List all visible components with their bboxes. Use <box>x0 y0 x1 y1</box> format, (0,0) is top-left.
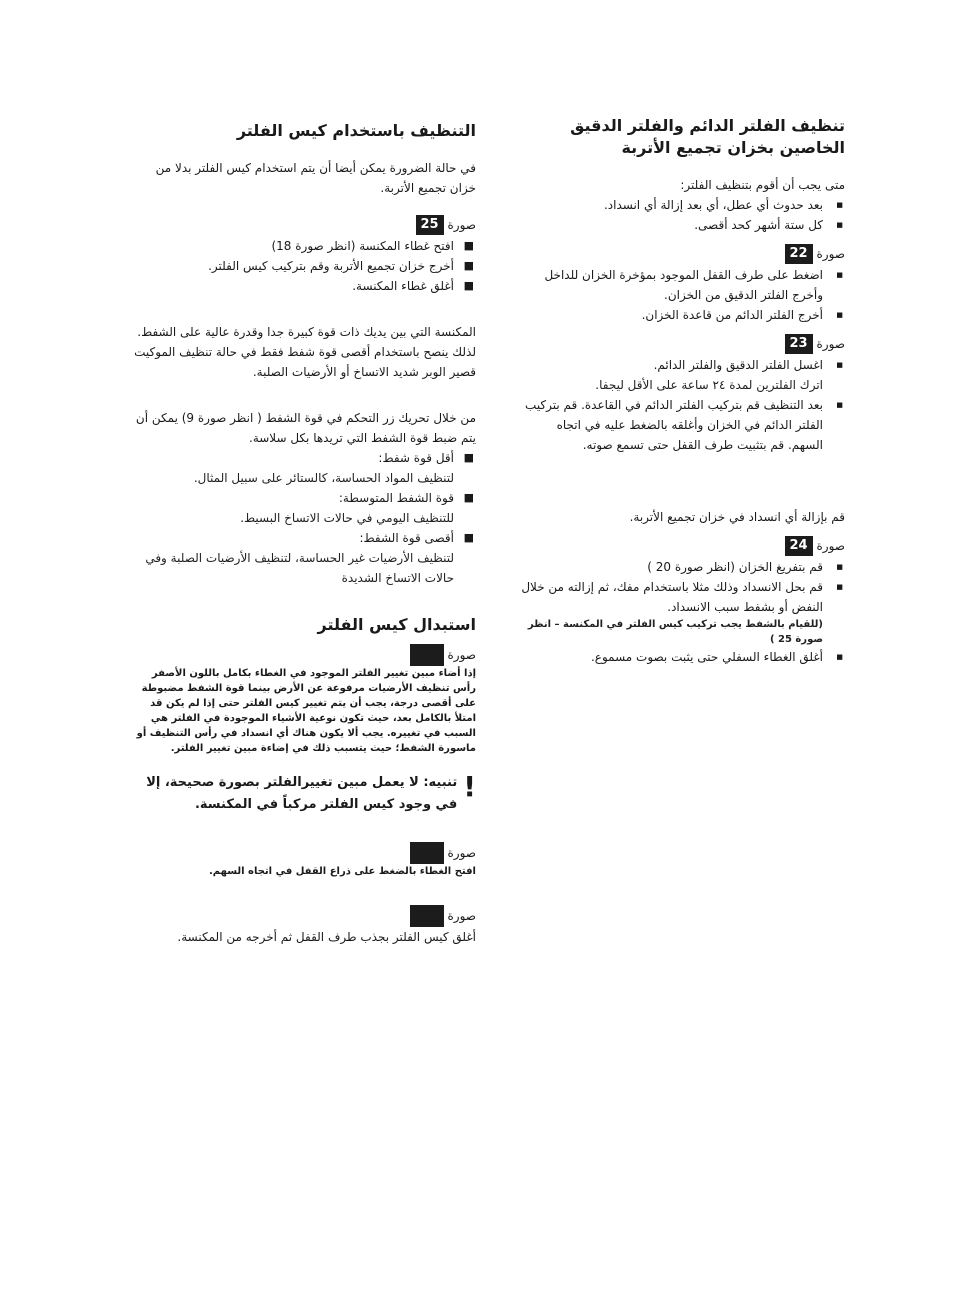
list-item: ■ بعد حدوث أي عطل، أي بعد إزالة أي انسداد. <box>520 195 845 215</box>
section-title-filter-cleaning: تنظيف الفلتر الدائم والفلتر الدقيق الخاصين بخزان تجميع الأتربة <box>570 116 845 157</box>
fig-24-steps <box>520 557 845 617</box>
figure-number-badge <box>410 842 444 864</box>
figure-number-badge: 22 <box>785 244 813 264</box>
warning-box <box>130 772 476 816</box>
list-item: ■ أخرج خزان تجميع الأتربة وقم بتركيب كيس الفلتر. <box>130 256 476 276</box>
figure-number-badge <box>410 905 444 927</box>
list-item: ■ أقصى قوة الشفط: <box>130 528 476 548</box>
figure-number-badge: 23 <box>785 334 813 354</box>
figure-label-c: صورة <box>130 905 476 927</box>
list-item: ■ اضغط على طرف القفل الموجود بمؤخرة الخزان للداخل وأخرج الفلتر الدقيق من الخزان. <box>520 265 845 305</box>
figure-label-22: صورة 22 <box>520 243 845 265</box>
warning-text: تنبيه: لا يعمل مبين تغييرالفلتر بصورة صحيحة، إلا في وجود كيس الفلتر مركباً في المكنسة. <box>146 775 458 812</box>
control-paragraph: من خلال تحريك زر التحكم في قوة الشفط ( انظر صورة 9) يمكن أن يتم ضبط قوة الشفط التي تريدها بكل سلاسة. <box>135 411 476 445</box>
list-item: ■ اغسل الفلتر الدقيق والفلتر الدائم. <box>520 355 845 375</box>
level-desc: لتنظيف الأرضيات غير الحساسة، لتنظيف الأرضيات الصلبة وفي حالات الاتساخ الشديدة <box>145 551 454 585</box>
figure-number-badge <box>410 644 444 666</box>
when-heading: متى يجب أن أقوم بتنظيف الفلتر: <box>680 178 845 192</box>
figure-label-a: صورة <box>130 644 476 666</box>
when-list <box>520 195 845 235</box>
left-column <box>130 120 476 947</box>
fig-25-steps <box>130 236 476 296</box>
list-item: ■ قم بحل الانسداد وذلك مثلا باستخدام مفك، ثم إزالته من خلال النفض أو بشفط سبب الانسداد. <box>520 577 845 617</box>
figure-number-badge: 24 <box>785 536 813 556</box>
fig-c-text: أغلق كيس الفلتر بجذب طرف القفل ثم أخرجه من المكنسة. <box>177 930 476 944</box>
list-item: ■ أخرج الفلتر الدائم من قاعدة الخزان. <box>520 305 845 325</box>
list-item: ■ بعد التنظيف قم بتركيب الفلتر الدائم في القاعدة. قم بتركيب الفلتر الدائم في الخزان وأغلقه بالضغط عليه في اتجاه السهم. قم بتثبيت طرف القفل حتى تسمع صوته. <box>520 395 845 455</box>
section-title-replace-bag: استبدال كيس الفلتر <box>317 615 476 634</box>
figure-number-badge: 25 <box>416 215 444 235</box>
suction-note: (للقيام بالشفط يجب تركيب كيس الفلتر في المكنسة – انظر صورة 25 ) <box>527 619 823 645</box>
figure-label-23: صورة 23 <box>520 333 845 355</box>
bag-intro: في حالة الضرورة يمكن أيضا أن يتم استخدام كيس الفلتر بدلا من خزان تجميع الأتربة. <box>155 161 476 195</box>
list-item: ■ افتح غطاء المكنسة (انظر صورة 18) <box>130 236 476 256</box>
fig-23-steps <box>520 355 845 375</box>
suction-levels <box>130 448 476 468</box>
fig-24-steps-cont <box>520 647 845 667</box>
suction-levels-3 <box>130 528 476 548</box>
replace-paragraph: إذا أضاء مبين تغيير الفلتر الموجود في الغطاء بكامل باللون الأصفر رأس تنظيف الأرضيات مرفوعة عن الأرض بينما قوة الشفط مضبوطة على أقصى درجة، يجب أن يتم تغيير كيس الفلتر حتى إذا لم يكن قد امتلأ بالكامل بعد، حيث تكون نوعية الأشياء الموجودة في الفلتر هي السبب في تغييره. يجب ألا يكون هناك أي انسداد في رأس التنظيف أو ماسورة الشفط؛ حيث يتسبب ذلك في إضاءة مبين تغيير الفلتر. <box>136 668 476 754</box>
level-desc: للتنظيف اليومي في حالات الاتساخ البسيط. <box>240 511 454 525</box>
figure-label-b: صورة <box>130 842 476 864</box>
figure-label-24: صورة 24 <box>520 535 845 557</box>
suction-levels-2 <box>130 488 476 508</box>
figure-label-25: صورة 25 <box>130 214 476 236</box>
list-item: ■ قم بتفريغ الخزان (انظر صورة 20 ) <box>520 557 845 577</box>
fig-22-steps <box>520 265 845 325</box>
blockage-intro: قم بإزالة أي انسداد في خزان تجميع الأتربة. <box>629 510 845 524</box>
list-item: ■ أغلق غطاء المكنسة. <box>130 276 476 296</box>
power-paragraph: المكنسة التي بين يديك ذات قوة كبيرة جدا وقدرة عالية على الشفط. لذلك ينصح باستخدام أقصى قوة شفط فقط في حالة تنظيف الموكيت قصير الوبر شديد الاتساخ أو الأرضيات الصلبة. <box>134 325 476 379</box>
right-column <box>520 115 845 667</box>
section-title-filter-bag: التنظيف باستخدام كيس الفلتر <box>236 121 476 140</box>
list-item: ■ أغلق الغطاء السفلي حتى يثبت بصوت مسموع. <box>520 647 845 667</box>
warning-icon: ! <box>463 770 476 803</box>
list-item: ■ كل ستة أشهر كحد أقصى. <box>520 215 845 235</box>
level-desc: لتنظيف المواد الحساسة، كالستائر على سبيل المثال. <box>193 471 454 485</box>
fig-23-steps-cont <box>520 395 845 455</box>
list-item: ■ أقل قوة شفط: <box>130 448 476 468</box>
list-item: ■ قوة الشفط المتوسطة: <box>130 488 476 508</box>
fig-b-text: افتح الغطاء بالضغط على ذراع القفل في اتجاه السهم. <box>208 866 476 877</box>
drying-note: اترك الفلترين لمدة ٢٤ ساعة على الأقل ليجفا. <box>595 378 823 392</box>
